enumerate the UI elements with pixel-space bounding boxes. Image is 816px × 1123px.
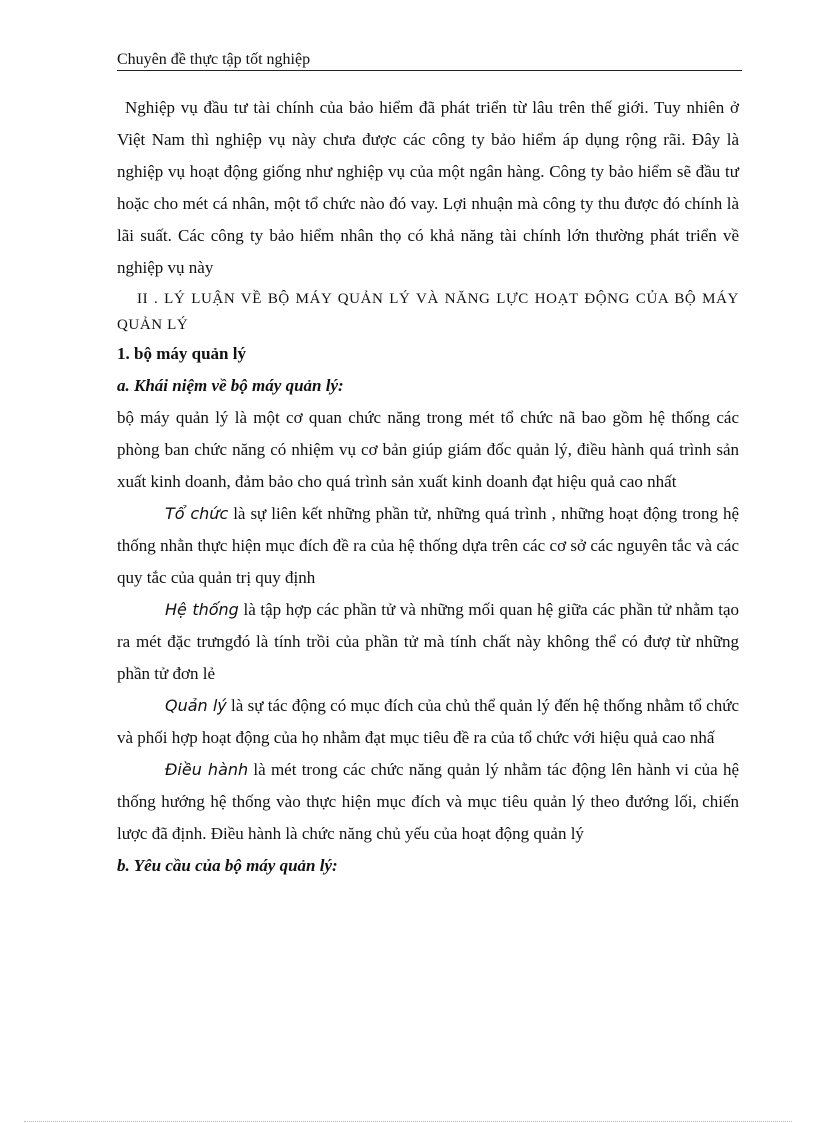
term-paragraph-he-thong [117,594,739,690]
document-body [117,92,739,882]
header-divider [117,70,742,71]
term-text: là tập hợp các phần tử và những mối quan hệ giữa các phần tử nhằm tạo ra mét đặc trưngđó là tính trồi của phần tử mà tính chất này không thể có đượ từ những phần tử đơn lẻ [117,600,739,683]
term-paragraph-quan-ly [117,690,739,754]
term-label: Tổ chức [165,504,229,523]
definition-paragraph: bộ máy quản lý là một cơ quan chức năng trong mét tổ chức nã bao gồm hệ thống các phòng ban chức năng có nhiệm vụ cơ bản giúp giám đốc quản lý, điều hành quá trình sản xuất kinh doanh, đảm bảo cho quá trình sản xuất kinh doanh đạt hiệu quả cao nhất [117,408,739,491]
page-header-title: Chuyên đề thực tập tốt nghiệp [117,51,311,68]
term-text: là sự tác động có mục đích của chủ thể quản lý đến hệ thống nhằm tổ chức và phối hợp hoạt động của họ nhằm đạt mục tiêu đề ra của tổ chức với hiệu quả cao nhấ [117,696,739,747]
sub-a-heading: a. Khái niệm về bộ máy quản lý: [117,376,344,395]
term-label: Quản lý [165,696,227,715]
term-label: Điều hành [165,760,249,779]
page-bottom-border [24,1121,792,1122]
sub-b-heading: b. Yêu cầu của bộ máy quản lý: [117,856,338,875]
term-paragraph-dieu-hanh [117,754,739,850]
term-paragraph-to-chuc [117,498,739,594]
intro-paragraph: Nghiệp vụ đầu tư tài chính của bảo hiểm đã phát triển từ lâu trên thế giới. Tuy nhiên ở Việt Nam thì nghiệp vụ này chưa được các công ty bảo hiểm áp dụng rộng rãi. Đây là nghiệp vụ hoạt động giống như nghiệp vụ của một ngân hàng. Công ty bảo hiểm sẽ đầu tư hoặc cho mét cá nhân, một tổ chức nào đó vay. Lợi nhuận mà công ty thu được đó chính là lãi suất. Các công ty bảo hiểm nhân thọ có khả năng tài chính lớn thường phát triển về nghiệp vụ này [117,98,739,277]
term-label: Hệ thống [165,600,239,619]
subsection-heading: 1. bộ máy quản lý [117,344,246,363]
section-heading: II . LÝ LUẬN VỀ BỘ MÁY QUẢN LÝ VÀ NĂNG LỰC HOẠT ĐỘNG CỦA BỘ MÁY QUẢN LÝ [117,291,739,333]
term-text: là mét trong các chức năng quản lý nhằm tác động lên hành vi của hệ thống hướng hệ thống vào thực hiện mục đích và mục tiêu quản lý theo đướng lối, chiến lược đã định. Điều hành là chức năng chủ yếu của hoạt động quản lý [117,760,740,843]
term-text: là sự liên kết những phần tử, những quá trình , những hoạt động trong hệ thống nhằn thực hiện mục đích đề ra của hệ thống dựa trên các cơ sở các nguyên tắc và các quy tắc của quản trị quy định [117,504,739,587]
